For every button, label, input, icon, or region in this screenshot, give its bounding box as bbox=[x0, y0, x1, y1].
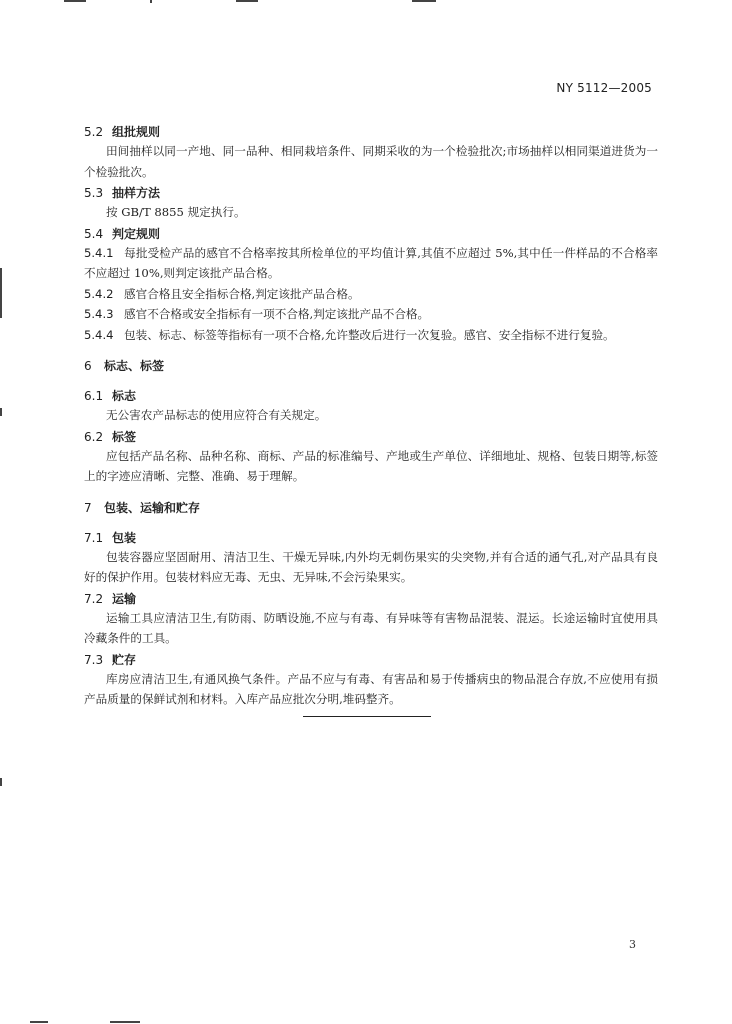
scan-artifact bbox=[412, 0, 436, 2]
heading-7-2 bbox=[84, 591, 658, 608]
clause-text: 包装、标志、标签等指标有一项不合格,允许整改后进行一次复验。感官、安全指标不进行复验。 bbox=[124, 327, 615, 342]
section-title: 抽样方法 bbox=[112, 186, 161, 200]
clause-text: 每批受检产品的感官不合格率按其所检单位的平均值计算,其值不应超过 5%,其中任一件样品的不合格率不应超过 10%,则判定该批产品合格。 bbox=[84, 245, 658, 280]
paragraph-6-2: 应包括产品名称、品种名称、商标、产品的标准编号、产地或生产单位、详细地址、规格、包装日期等,标签上的字迹应清晰、完整、准确、易于理解。 bbox=[84, 448, 658, 483]
scan-artifact bbox=[236, 0, 258, 2]
section-title: 标志 bbox=[112, 389, 137, 403]
heading-5-4 bbox=[84, 226, 658, 243]
heading-6-1 bbox=[84, 388, 658, 405]
section-title: 包装、运输和贮存 bbox=[104, 500, 201, 515]
clause-5-4-4 bbox=[84, 325, 658, 346]
clause-5-4-2 bbox=[84, 284, 658, 305]
section-number: 7 bbox=[84, 500, 92, 515]
scan-artifact bbox=[110, 1021, 140, 1023]
section-number: 6.2 bbox=[84, 429, 104, 444]
section-title: 标签 bbox=[112, 429, 137, 444]
heading-7-3 bbox=[84, 652, 658, 669]
paragraph-6-1: 无公害农产品标志的使用应符合有关规定。 bbox=[106, 408, 327, 422]
heading-5-2 bbox=[84, 124, 658, 141]
paragraph-7-3: 库房应清洁卫生,有通风换气条件。产品不应与有毒、有害品和易于传播病虫的物品混合存放,不应使用有损产品质量的保鲜试剂和材料。入库产品应批次分明,堆码整齐。 bbox=[84, 671, 658, 706]
heading-6 bbox=[84, 358, 658, 375]
clause-number: 5.4.4 bbox=[84, 327, 114, 342]
scan-artifact bbox=[0, 408, 2, 416]
heading-6-2 bbox=[84, 429, 658, 446]
scan-artifact bbox=[0, 268, 2, 318]
clause-text: 感官合格且安全指标合格,判定该批产品合格。 bbox=[124, 286, 360, 301]
heading-5-3 bbox=[84, 185, 658, 202]
standard-code: NY 5112—2005 bbox=[556, 81, 652, 95]
section-number: 5.3 bbox=[84, 186, 104, 200]
scan-artifact bbox=[0, 778, 2, 786]
scan-artifact bbox=[64, 0, 86, 2]
section-number: 7.3 bbox=[84, 652, 104, 667]
end-rule bbox=[303, 716, 431, 717]
section-number: 7.1 bbox=[84, 530, 104, 545]
clause-number: 5.4.3 bbox=[84, 307, 114, 321]
clause-5-4-1 bbox=[84, 243, 658, 284]
section-number: 7.2 bbox=[84, 591, 104, 606]
section-title: 标志、标签 bbox=[104, 359, 165, 373]
paragraph-7-2: 运输工具应清洁卫生,有防雨、防晒设施,不应与有毒、有异味等有害物品混装、混运。长途运输时宜使用具冷藏条件的工具。 bbox=[84, 610, 658, 645]
section-title: 组批规则 bbox=[112, 125, 161, 139]
clause-number: 5.4.1 bbox=[84, 245, 114, 260]
paragraph-7-1: 包装容器应坚固耐用、清洁卫生、干燥无异味,内外均无刺伤果实的尖突物,并有合适的通气孔,对产品具有良好的保护作用。包装材料应无毒、无虫、无异味,不会污染果实。 bbox=[84, 549, 658, 584]
section-title: 运输 bbox=[112, 591, 137, 606]
clause-number: 5.4.2 bbox=[84, 286, 114, 301]
section-title: 包装 bbox=[112, 530, 137, 545]
section-number: 6 bbox=[84, 359, 92, 373]
clause-5-4-3 bbox=[84, 304, 658, 325]
scan-artifact bbox=[150, 0, 152, 3]
clause-text: 感官不合格或安全指标有一项不合格,判定该批产品不合格。 bbox=[124, 307, 430, 321]
heading-7 bbox=[84, 500, 658, 517]
paragraph-5-2: 田间抽样以同一产地、同一品种、相同栽培条件、同期采收的为一个检验批次;市场抽样以相同渠道进货为一个检验批次。 bbox=[84, 144, 658, 179]
document-body bbox=[84, 117, 658, 710]
heading-7-1 bbox=[84, 530, 658, 547]
section-title: 贮存 bbox=[112, 652, 137, 667]
paragraph-5-3: 按 GB/T 8855 规定执行。 bbox=[106, 205, 246, 219]
section-number: 5.4 bbox=[84, 226, 104, 241]
scan-artifact bbox=[30, 1021, 48, 1023]
section-number: 6.1 bbox=[84, 389, 104, 403]
section-title: 判定规则 bbox=[112, 226, 161, 241]
page-number: 3 bbox=[629, 938, 636, 951]
section-number: 5.2 bbox=[84, 125, 104, 139]
